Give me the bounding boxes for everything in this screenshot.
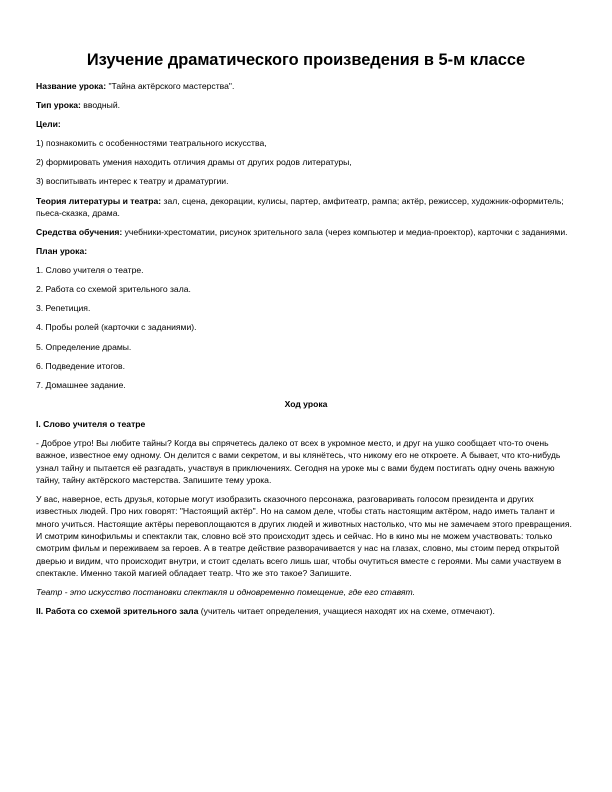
section2-note: (учитель читает определения, учащиеся находят их на схеме, отмечают).: [198, 606, 495, 617]
plan-item: 7. Домашнее задание.: [36, 379, 126, 390]
theory-value: зал, сцена, декорации, кулисы, партер, амфитеатр, рампа; актёр, режиссер, художник-оформитель; пьеса-сказка, драма.: [36, 195, 564, 218]
section2-heading: II. Работа со схемой зрительного зала: [36, 606, 199, 617]
plan-item: 2. Работа со схемой зрительного зала.: [36, 284, 191, 295]
section1-heading: I. Слово учителя о театре: [36, 419, 146, 430]
lesson-name-value: "Тайна актёрского мастерства".: [106, 81, 235, 91]
plan-label: План урока:: [36, 246, 88, 257]
goal-item: 3) воспитывать интерес к театру и драматургии.: [36, 176, 229, 187]
lesson-type-label: Тип урока:: [36, 100, 81, 111]
plan-item: 5. Определение драмы.: [36, 341, 132, 352]
lesson-name-label: Название урока:: [36, 81, 107, 91]
section1-paragraph: - Доброе утро! Вы любите тайны? Когда вы спрячетесь далеко от всех в укромное место, и друг на ушко сообщает что-то очень важное, известное ему одному. Он делится с вами секретом, и вы клянётесь, что никому его не откроете. А бывает, что кто-нибудь узнал тайну и пытается её разгадать, участвуя в приключениях. Сегодня на уроке мы с вами будем постигать одну очень важную тайну, тайну актёрского мастерства. Запишите тему урока.: [36, 438, 561, 486]
theatre-definition: Театр - это искусство постановки спектакля и одновременно помещение, где его ставят.: [36, 587, 415, 598]
document-title: Изучение драматического произведения в 5-м классе: [86, 51, 526, 69]
plan-item: 3. Репетиция.: [36, 303, 91, 314]
goal-item: 1) познакомить с особенностями театрального искусства,: [36, 138, 267, 149]
plan-item: 6. Подведение итогов.: [36, 360, 126, 371]
section1-paragraph: У вас, наверное, есть друзья, которые могут изобразить сказочного персонажа, разговаривать голосом президента и других известных людей. Про них говорят: "Настоящий актёр". Но на самом деле, чтобы стать настоящим актёром, надо иметь талант и много учиться. Настоящие актёры перевоплощаются в других людей и животных настолько, что мы не замечаем этого превращения. И смотрим кинофильмы и спектакли так, словно всё это происходит здесь и сейчас. Но в кино мы не можем участвовать: только смотрим фильм и переживаем за героев. А в театре действие разворачивается у нас на глазах, словно, мы стоим перед открытой дверью и видим, что происходит внутри, и стоит сделать всего лишь шаг, чтобы очутиться вместе с героями. Мы сами участвуем в спектакле. Именно такой магией обладает театр. Что же это такое? Запишите.: [36, 494, 572, 578]
goal-item: 2) формировать умения находить отличия драмы от других родов литературы,: [36, 157, 352, 168]
means-line: [36, 226, 576, 238]
plan-item: 1. Слово учителя о театре.: [36, 265, 144, 276]
section2-line: [36, 605, 576, 617]
lesson-name-line: [36, 80, 576, 92]
course-heading: Ход урока: [284, 398, 328, 409]
means-label: Средства обучения:: [36, 226, 123, 237]
theory-label: Теория литературы и театра:: [36, 195, 162, 206]
plan-item: 4. Пробы ролей (карточки с заданиями).: [36, 322, 197, 333]
theory-line: [36, 195, 576, 220]
means-value: учебники-хрестоматии, рисунок зрительного зала (через компьютер и медиа-проектор), карточки с заданиями.: [122, 226, 568, 237]
lesson-type-line: [36, 99, 576, 111]
goals-label: Цели:: [36, 119, 61, 130]
lesson-type-value: вводный.: [80, 100, 121, 111]
